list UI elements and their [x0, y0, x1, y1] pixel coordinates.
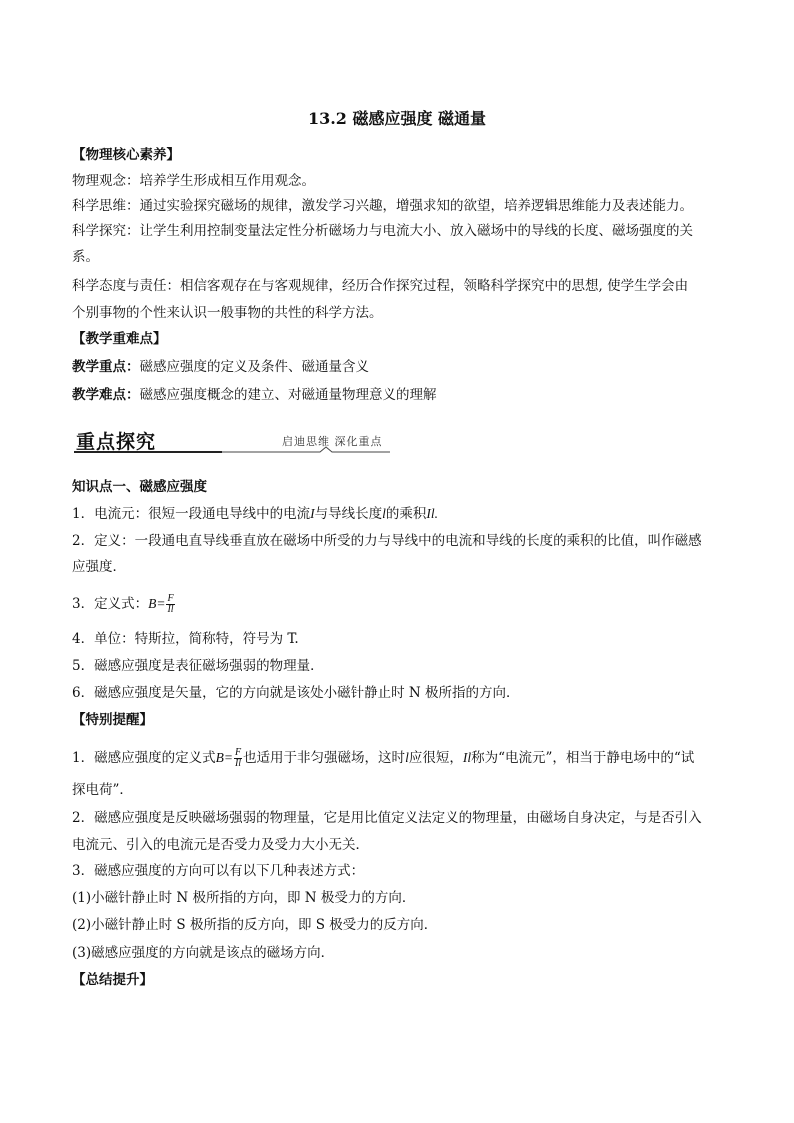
- fraction-numerator: F: [167, 593, 174, 604]
- core-literacy-line-3a: 科学探究：让学生利用控制变量法定性分析磁场力与电流大小、放入磁场中的导线的长度、磁场强度的关: [72, 223, 693, 239]
- teaching-focus-label: 教学重点：: [72, 359, 140, 375]
- core-literacy-line-4b: 个别事物的个性来认识一般事物的共性的科学方法。: [72, 305, 383, 321]
- note-item-1-text: 1．磁感应强度的定义式: [72, 750, 216, 766]
- note-item-3: 3．磁感应强度的方向可以有以下几种表述方式：: [72, 863, 365, 879]
- fraction-denominator: Il: [167, 604, 174, 615]
- core-literacy-line-3b: 系。: [72, 249, 99, 265]
- key-points-heading: 【教学重难点】: [72, 331, 167, 347]
- kp-item-6: 6．磁感应强度是矢量，它的方向就是该处小磁针静止时 N 极所指的方向．: [72, 685, 520, 701]
- formula-fraction: [166, 594, 174, 615]
- note-item-3-1: (1)小磁针静止时 N 极所指的方向，即 N 极受力的方向．: [72, 890, 416, 906]
- note-item-2b: 电流元、引入的电流元是否受力及受力大小无关．: [72, 837, 369, 853]
- teaching-focus-text: 磁感应强度的定义及条件、磁通量含义: [139, 359, 369, 375]
- kp-item-5: 5．磁感应强度是表征磁场强弱的物理量．: [72, 658, 324, 674]
- kp-item-1-mid: 与导线长度: [314, 506, 383, 522]
- core-literacy-heading: 【物理核心素养】: [72, 147, 180, 163]
- banner-subtitle: 启迪思维 深化重点: [282, 435, 383, 448]
- note-item-1-post: 称为“电流元”，相当于静电场中的“试: [471, 750, 695, 766]
- note-item-1: [72, 748, 694, 769]
- symbol-length: l: [405, 750, 409, 765]
- core-literacy-line-1: 物理观念：培养学生形成相互作用观念。: [72, 173, 315, 189]
- note-item-1-mid2: 应很短，: [408, 750, 463, 766]
- kp-item-2a: 2．定义：一段通电直导线垂直放在磁场中所受的力与导线中的电流和导线的长度的乘积的比值，叫作磁感: [72, 533, 702, 549]
- formula-lhs: B=: [148, 596, 166, 611]
- teaching-focus: [72, 358, 369, 376]
- special-note-heading: 【特别提醒】: [72, 712, 153, 728]
- note-item-1-mid: 也适用于非匀强磁场，这时: [243, 750, 406, 766]
- note-item-3-2: (2)小磁针静止时 S 极所指的反方向，即 S 极受力的反方向．: [72, 917, 438, 933]
- kp-item-3: [72, 594, 176, 615]
- teaching-difficulty-text: 磁感应强度概念的建立、对磁通量物理意义的理解: [139, 387, 437, 403]
- teaching-difficulty-label: 教学难点：: [72, 387, 140, 403]
- formula-lhs: B=: [215, 750, 233, 765]
- kp-item-3-text: 3．定义式：: [72, 596, 149, 612]
- kp-item-4: 4．单位：特斯拉，简称特，符号为 T.: [72, 631, 299, 647]
- formula-fraction: [234, 748, 242, 769]
- symbol-current-element: Il: [462, 750, 472, 765]
- kp-item-1: [72, 505, 438, 523]
- core-literacy-line-2: 科学思维：通过实验探究磁场的规律，激发学习兴趣，增强求知的欲望，培养逻辑思维能力及表述能力。: [72, 198, 693, 214]
- fraction-numerator: F: [234, 747, 242, 758]
- page-title: 13.2 磁感应强度 磁通量: [307, 109, 487, 128]
- section-banner: [72, 427, 392, 455]
- kp-item-2b: 应强度．: [72, 559, 126, 575]
- note-item-2a: 2．磁感应强度是反映磁场强弱的物理量，它是用比值定义法定义的物理量，由磁场自身决定，与是否引入: [72, 810, 702, 826]
- kp-item-1-text: 1．电流元：很短一段通电导线中的电流: [72, 506, 311, 522]
- fraction-denominator: Il: [234, 758, 242, 769]
- kp-item-1-post: 的乘积: [385, 506, 427, 522]
- summary-heading: 【总结提升】: [72, 972, 153, 988]
- note-item-3-3: (3)磁感应强度的方向就是该点的磁场方向．: [72, 945, 335, 961]
- symbol-length: l: [382, 506, 386, 521]
- note-item-1b: 探电荷”．: [72, 782, 133, 798]
- core-literacy-line-4a: 科学态度与责任：相信客观存在与客观规律，经历合作探究过程，领略科学探究中的思想, 使学生学会由: [72, 278, 689, 294]
- knowledge-point-heading: 知识点一、磁感应强度: [72, 479, 207, 495]
- teaching-difficulty: [72, 386, 437, 404]
- symbol-current: I: [310, 506, 315, 521]
- symbol-current-element: Il.: [426, 506, 438, 521]
- banner-heading: 重点探究: [76, 431, 157, 453]
